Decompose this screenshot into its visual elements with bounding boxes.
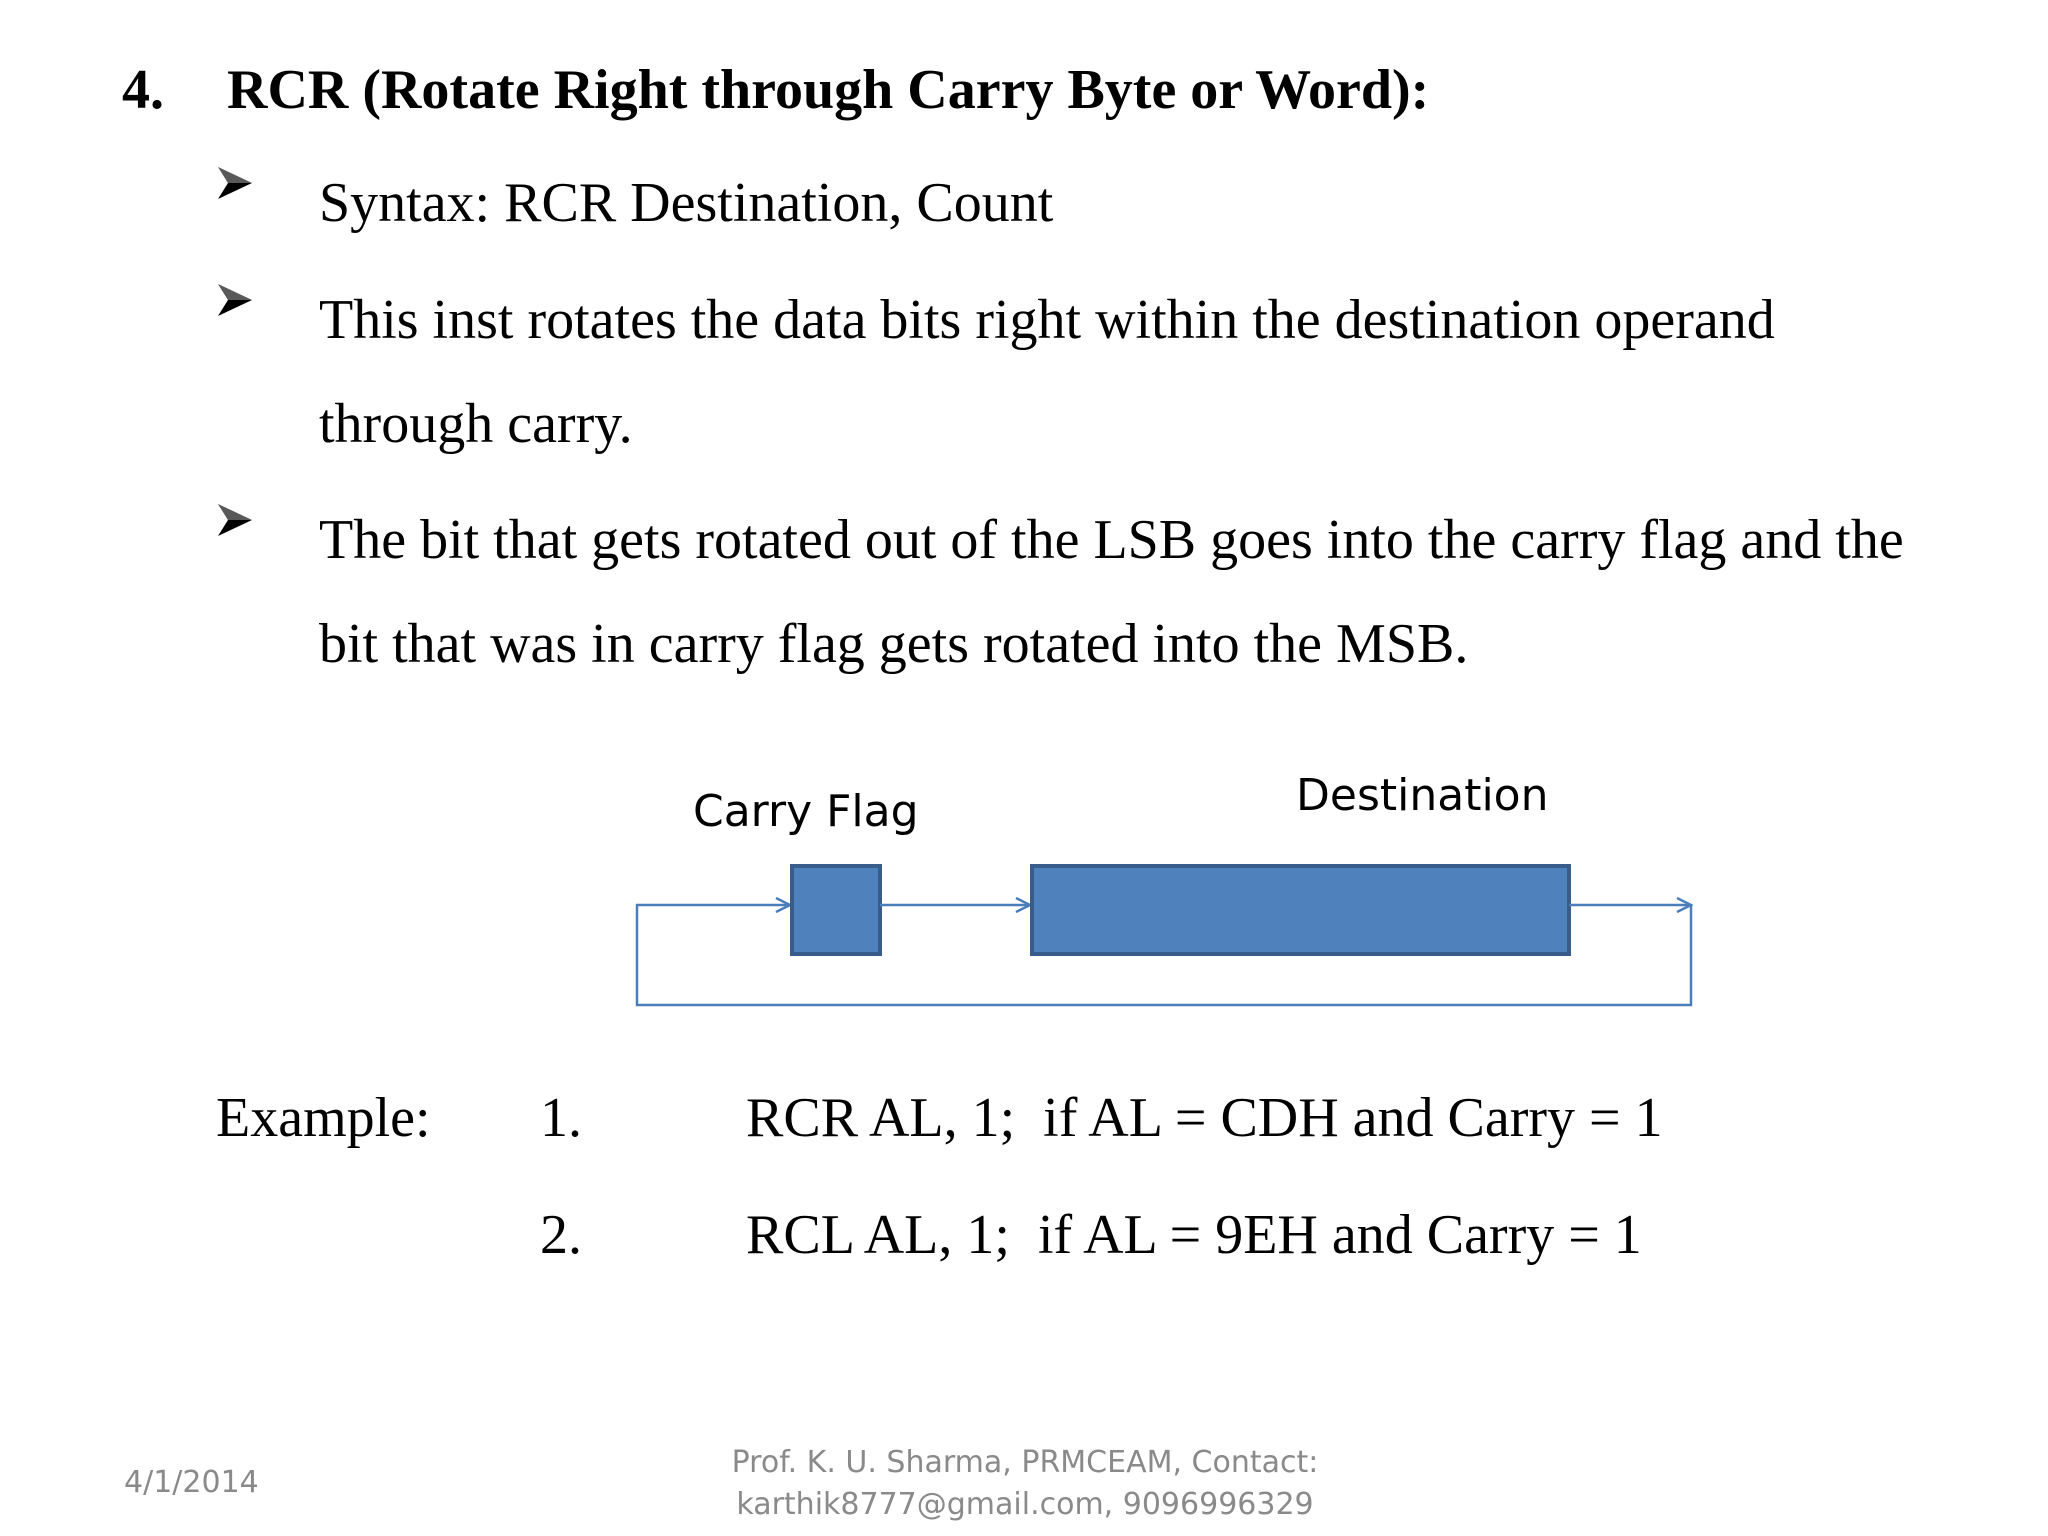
destination-label: Destination <box>1296 770 1549 821</box>
rcr-diagram <box>630 760 1700 1010</box>
footer-date: 4/1/2014 <box>124 1465 259 1500</box>
example-text: RCL AL, 1; if AL = 9EH and Carry = 1 <box>746 1204 1642 1266</box>
destination-box <box>1032 866 1569 954</box>
example-number: 2. <box>540 1204 582 1266</box>
carry-flag-label: Carry Flag <box>693 786 919 837</box>
carry-flag-box <box>792 866 880 954</box>
example-text: RCR AL, 1; if AL = CDH and Carry = 1 <box>746 1087 1663 1149</box>
heading-number: 4. <box>122 59 164 121</box>
arrowhead-bullet-icon <box>216 500 256 540</box>
footer-line-1: Prof. K. U. Sharma, PRMCEAM, Contact: <box>731 1445 1319 1480</box>
bullet-text: Syntax: RCR Destination, Count <box>319 172 1054 234</box>
footer-line-2: karthik8777@gmail.com, 9096996329 <box>736 1487 1314 1522</box>
example-label: Example: <box>216 1087 431 1149</box>
footer-contact <box>700 1442 1350 1526</box>
heading-title: RCR (Rotate Right through Carry Byte or Word): <box>227 59 1430 121</box>
arrowhead-bullet-icon <box>216 163 256 203</box>
bullet-text: This inst rotates the data bits right within the destination operand through carry. <box>319 289 1775 455</box>
example-number: 1. <box>540 1087 582 1149</box>
arrowhead-bullet-icon <box>216 280 256 320</box>
bullet-text: The bit that gets rotated out of the LSB goes into the carry flag and the bit that was in carry flag gets rotated into the MSB. <box>319 509 1904 675</box>
